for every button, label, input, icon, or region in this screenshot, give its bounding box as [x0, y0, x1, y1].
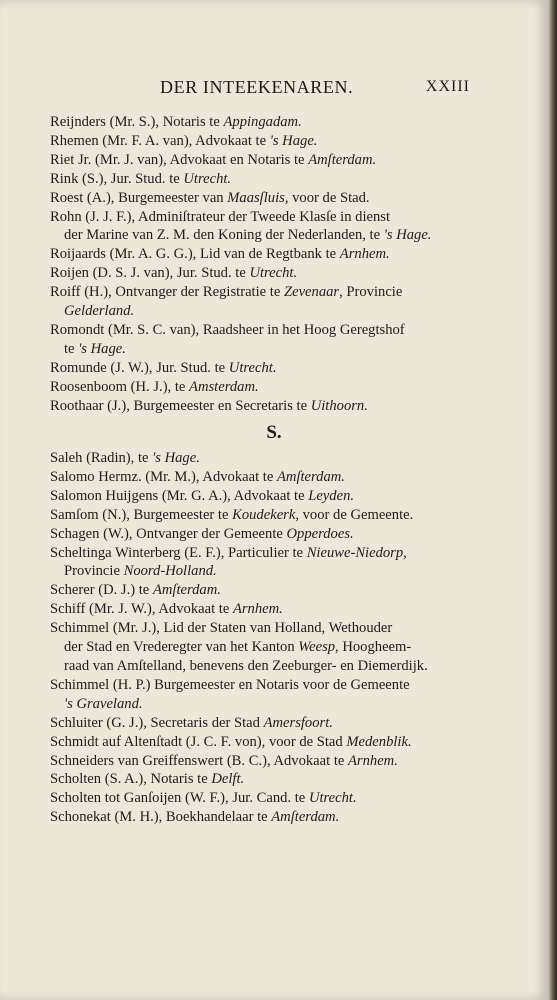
subscriber-entry	[50, 676, 478, 714]
entry-text: Saleh (Radin), te	[50, 450, 153, 466]
entry-text: Scholten tot Ganſoijen (W. F.), Jur. Cand. te	[50, 790, 309, 807]
entry-continuation	[50, 657, 478, 676]
subscriber-entry	[50, 170, 478, 189]
subscriber-entry	[50, 525, 478, 544]
entry-place: Utrecht.	[308, 790, 357, 807]
entry-text: Schimmel (H. P.) Burgemeester en Notaris voor de Gemeente	[50, 676, 410, 693]
entry-place: Appingadam.	[223, 114, 302, 130]
entry-place: Koudekerk	[232, 506, 296, 523]
subscriber-entry	[50, 189, 478, 208]
entry-text: Scheltinga Winterberg (E. F.), Particulier te	[50, 544, 307, 561]
subscriber-entry	[50, 581, 478, 600]
subscriber-entry	[50, 506, 478, 525]
entry-text: Roothaar (J.), Burgemeester en Secretaris te	[50, 397, 311, 414]
entry-text: Rink (S.), Jur. Stud. te	[50, 170, 184, 187]
entry-text: Roijaards (Mr. A. G. G.), Lid van de Regtbank te	[50, 246, 340, 263]
entry-text: Riet Jr. (Mr. J. van), Advokaat en Notaris te	[50, 151, 309, 168]
subscriber-entry	[50, 600, 478, 619]
page-header	[0, 77, 548, 99]
entry-continuation	[50, 302, 478, 321]
entry-place: Utrecht.	[183, 170, 232, 187]
entry-text: Scholten (S. A.), Notaris te	[50, 771, 212, 788]
entry-text: Romondt (Mr. S. C. van), Raadsheer in het Hoog Geregtshof	[50, 321, 405, 338]
subscriber-entry	[50, 733, 478, 752]
page-number: XXIII	[425, 78, 470, 95]
entry-text: Schiff (Mr. J. W.), Advokaat te	[50, 601, 233, 618]
entry-text: Salomo Hermz. (Mr. M.), Advokaat te	[50, 468, 277, 485]
subscriber-entry	[50, 789, 478, 808]
subscriber-entry	[50, 714, 478, 733]
subscriber-entry	[50, 808, 478, 827]
entry-text: der Stad en Vrederegter van het Kanton	[64, 639, 299, 656]
entry-text: , voor de Stad.	[284, 189, 370, 206]
entry-place: Opperdoes.	[286, 525, 354, 542]
entry-place: Delft.	[211, 771, 245, 788]
entry-place: Amsterdam.	[189, 378, 259, 395]
letter-heading-s: S.	[266, 422, 282, 443]
entry-text: Schneiders van Greiffenswert (B. C.), Advokaat te	[50, 752, 349, 769]
entry-text: Schimmel (Mr. J.), Lid der Staten van Holland, Wethouder	[50, 620, 393, 637]
entry-place: 's Hage.	[152, 450, 200, 466]
entry-place: Amſterdam.	[271, 809, 340, 826]
entry-text: Reijnders (Mr. S.), Notaris te	[50, 114, 224, 130]
subscriber-entry	[50, 113, 478, 132]
entry-text: Provincie	[64, 563, 124, 580]
entry-place: Amſterdam.	[308, 151, 377, 168]
entry-text: Samſom (N.), Burgemeester te	[50, 506, 233, 523]
subscriber-entry	[50, 283, 478, 321]
entry-place: 's Hage.	[383, 227, 432, 244]
entry-place: 's Hage.	[269, 132, 318, 149]
entry-place: Arnhem.	[348, 752, 398, 769]
subscriber-entry	[50, 752, 478, 771]
subscriber-entry	[50, 397, 478, 416]
entry-continuation	[50, 695, 478, 714]
entry-place: Arnhem.	[232, 601, 283, 618]
entry-place: Utrecht.	[228, 359, 277, 376]
subscriber-entry	[50, 544, 478, 582]
running-title: DER INTEEKENAREN.	[160, 77, 354, 97]
entry-text: Schluiter (G. J.), Secretaris der Stad	[50, 714, 264, 731]
subscriber-entry	[50, 264, 478, 283]
subscriber-list-r	[50, 113, 478, 416]
entry-place: Maasſluis	[227, 189, 285, 206]
entry-text: , voor de Gemeente.	[295, 506, 414, 523]
subscriber-entry	[50, 208, 478, 246]
entry-place: Noord-Holland.	[123, 563, 217, 580]
subscriber-entry	[50, 321, 478, 359]
entry-place: 's Graveland.	[64, 695, 143, 712]
subscriber-entry	[50, 359, 478, 378]
entry-text: Rhemen (Mr. F. A. van), Advokaat te	[50, 132, 270, 149]
entry-text: Roosenboom (H. J.), te	[50, 378, 190, 395]
subscriber-entry	[50, 770, 478, 789]
entry-text: , Hoogheem-	[335, 639, 412, 656]
subscriber-entry	[50, 619, 478, 676]
entry-text: Rohn (J. J. F.), Adminiſtrateur der Tweede Klasſe in dienst	[50, 208, 391, 225]
entry-continuation	[50, 226, 478, 245]
entry-text: raad van Amſtelland, benevens den Zeeburger- en Diemerdijk.	[64, 657, 428, 674]
subscriber-list-s	[50, 449, 478, 827]
subscriber-entry	[50, 132, 478, 151]
entry-text: Roijen (D. S. J. van), Jur. Stud. te	[50, 265, 250, 282]
entry-place: Amersfoort.	[263, 714, 333, 731]
entry-text: Schonekat (M. H.), Boekhandelaar te	[50, 809, 272, 826]
subscriber-entry	[50, 378, 478, 397]
entry-text: der Marine van Z. M. den Koning der Nederlanden, te	[64, 227, 384, 244]
subscriber-entry	[50, 468, 478, 487]
entry-place: Gelderland.	[64, 303, 135, 320]
entry-text: Scherer (D. J.) te	[50, 582, 153, 599]
entry-text: Schmidt auf Altenſtadt (J. C. F. von), voor de Stad	[50, 733, 347, 750]
entry-text: Salomon Huijgens (Mr. G. A.), Advokaat te	[50, 487, 309, 504]
entry-place: Utrecht.	[249, 265, 298, 282]
entry-text: Schagen (W.), Ontvanger der Gemeente	[50, 525, 287, 542]
entry-place: Amſterdam.	[152, 582, 221, 599]
entry-continuation	[50, 340, 478, 359]
entry-text: te	[64, 340, 79, 357]
entry-text: Roest (A.), Burgemeester van	[50, 189, 228, 206]
entry-place: 's Hage.	[78, 340, 126, 357]
entry-place: Amſterdam.	[276, 468, 345, 485]
entry-text: ,	[403, 544, 407, 561]
subscriber-entry	[50, 245, 478, 264]
entry-place: Medenblik.	[346, 733, 412, 750]
entry-text: Roiff (H.), Ontvanger der Registratie te	[50, 284, 284, 301]
entry-place: Nieuwe-Niedorp	[306, 544, 404, 561]
entry-place: Leyden.	[308, 487, 355, 504]
page-edge	[548, 0, 557, 1000]
entry-continuation	[50, 562, 478, 581]
entry-place: Weesp	[298, 639, 336, 656]
entry-text: , Provincie	[339, 284, 403, 301]
subscriber-entry	[50, 151, 478, 170]
entry-text: Romunde (J. W.), Jur. Stud. te	[50, 359, 229, 376]
entry-place: Zevenaar	[283, 284, 340, 301]
entry-continuation	[50, 638, 478, 657]
subscriber-entry	[50, 449, 478, 468]
entry-place: Uithoorn.	[310, 397, 368, 414]
entry-place: Arnhem.	[339, 246, 390, 263]
subscriber-entry	[50, 487, 478, 506]
